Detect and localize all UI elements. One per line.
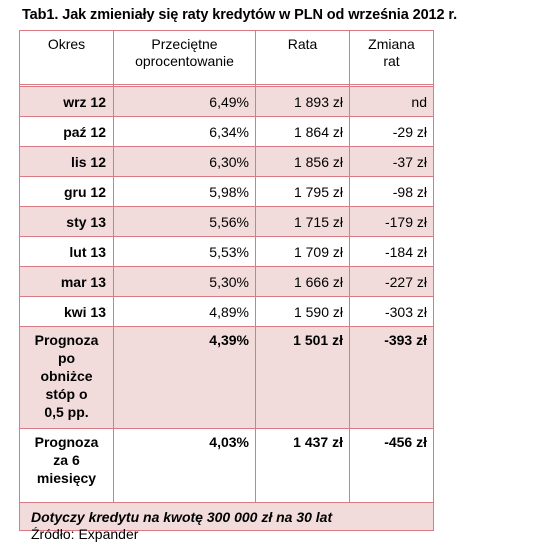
header-okres: Okres xyxy=(20,31,114,85)
forecast-row xyxy=(20,327,434,429)
cell-rata: 1 501 zł xyxy=(256,327,350,429)
source-note: Źródło: Expander xyxy=(31,526,139,542)
forecast-label-line: miesięcy xyxy=(36,470,97,486)
cell-rata: 1 795 zł xyxy=(256,177,350,207)
forecast-label-line: za 6 xyxy=(53,452,80,468)
cell-rata: 1 893 zł xyxy=(256,87,350,117)
cell-rata: 1 666 zł xyxy=(256,267,350,297)
header-rata: Rata xyxy=(256,31,350,85)
cell-okres: kwi 13 xyxy=(20,297,114,327)
loan-rates-table xyxy=(19,30,434,531)
cell-okres: mar 13 xyxy=(20,267,114,297)
cell-zmiana: -179 zł xyxy=(350,207,434,237)
cell-okres: gru 12 xyxy=(20,177,114,207)
cell-oprocentowanie: 5,53% xyxy=(114,237,256,267)
forecast-label-line: po xyxy=(57,350,76,366)
cell-rata: 1 437 zł xyxy=(256,429,350,503)
table-title: Tab1. Jak zmieniały się raty kredytów w PLN od września 2012 r. xyxy=(22,7,458,23)
forecast-label-line: stóp o xyxy=(45,386,88,402)
cell-zmiana: -184 zł xyxy=(350,237,434,267)
table-row xyxy=(20,87,434,117)
table-row xyxy=(20,207,434,237)
cell-zmiana: -303 zł xyxy=(350,297,434,327)
cell-zmiana: -227 zł xyxy=(350,267,434,297)
forecast-row xyxy=(20,429,434,503)
cell-okres-forecast xyxy=(20,429,114,503)
cell-oprocentowanie: 4,03% xyxy=(114,429,256,503)
table-row xyxy=(20,267,434,297)
cell-rata: 1 590 zł xyxy=(256,297,350,327)
table-row xyxy=(20,147,434,177)
table-row xyxy=(20,117,434,147)
cell-oprocentowanie: 6,49% xyxy=(114,87,256,117)
cell-okres: lut 13 xyxy=(20,237,114,267)
cell-zmiana: -29 zł xyxy=(350,117,434,147)
cell-oprocentowanie: 6,34% xyxy=(114,117,256,147)
cell-okres: sty 13 xyxy=(20,207,114,237)
table-row xyxy=(20,297,434,327)
cell-oprocentowanie: 4,39% xyxy=(114,327,256,429)
cell-oprocentowanie: 5,98% xyxy=(114,177,256,207)
cell-zmiana: -37 zł xyxy=(350,147,434,177)
cell-rata: 1 715 zł xyxy=(256,207,350,237)
forecast-label-line: 0,5 pp. xyxy=(44,404,89,420)
cell-rata: 1 856 zł xyxy=(256,147,350,177)
table-row xyxy=(20,177,434,207)
forecast-label-line: obniżce xyxy=(40,368,93,384)
cell-okres-forecast xyxy=(20,327,114,429)
cell-rata: 1 864 zł xyxy=(256,117,350,147)
table-header-row xyxy=(20,31,434,85)
table-row xyxy=(20,237,434,267)
cell-oprocentowanie: 5,30% xyxy=(114,267,256,297)
header-oprocentowanie: Przeciętne oprocentowanie xyxy=(114,31,256,85)
cell-zmiana: nd xyxy=(350,87,434,117)
cell-zmiana: -393 zł xyxy=(350,327,434,429)
cell-okres: paź 12 xyxy=(20,117,114,147)
cell-zmiana: -456 zł xyxy=(350,429,434,503)
cell-okres: lis 12 xyxy=(20,147,114,177)
cell-zmiana: -98 zł xyxy=(350,177,434,207)
forecast-label-line: Prognoza xyxy=(34,434,99,450)
cell-oprocentowanie: 4,89% xyxy=(114,297,256,327)
cell-rata: 1 709 zł xyxy=(256,237,350,267)
forecast-label-line: Prognoza xyxy=(34,332,99,348)
header-zmiana: Zmiana rat xyxy=(350,31,434,85)
cell-oprocentowanie: 5,56% xyxy=(114,207,256,237)
note-text: Dotyczy kredytu na kwotę 300 000 zł na 30 lat xyxy=(20,503,434,531)
cell-oprocentowanie: 6,30% xyxy=(114,147,256,177)
cell-okres: wrz 12 xyxy=(20,87,114,117)
